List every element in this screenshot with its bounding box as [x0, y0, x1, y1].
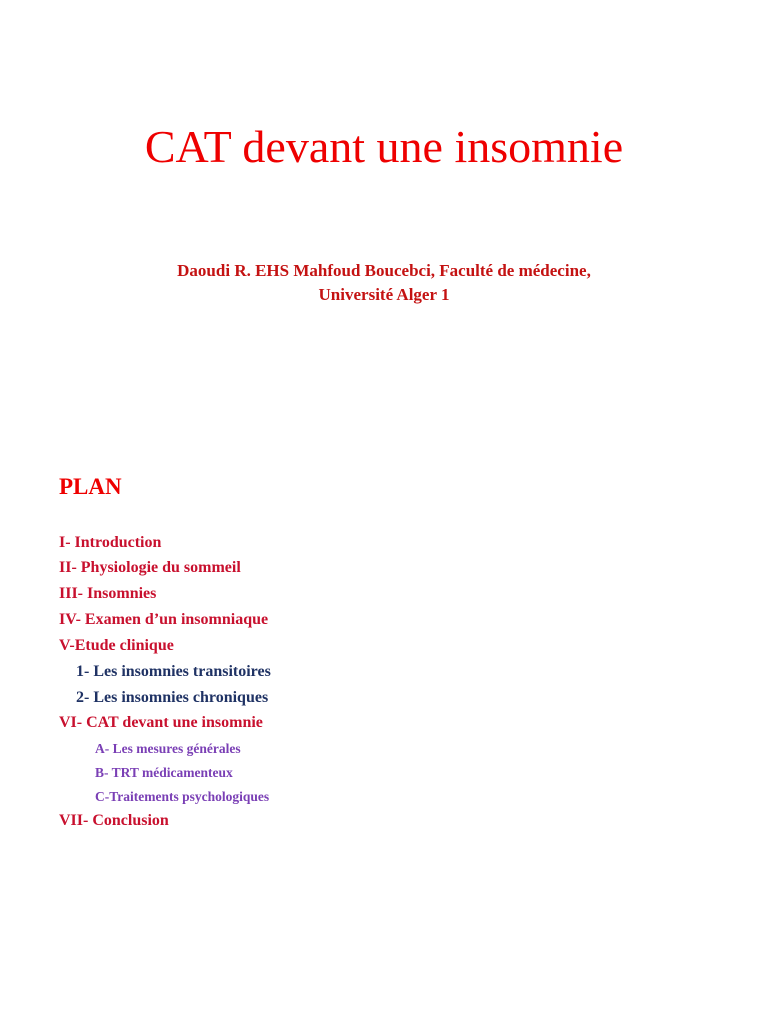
outline-item-physiologie: II- Physiologie du sommeil [59, 559, 241, 576]
outline-subitem-insomnies-transitoires: 1- Les insomnies transitoires [76, 663, 271, 680]
outline-subitem-traitements-psychologiques: C-Traitements psychologiques [95, 789, 270, 804]
outline-subitem-mesures-generales: A- Les mesures générales [95, 741, 241, 756]
author-line-2: Université Alger 1 [318, 285, 450, 304]
outline-item-conclusion: VII- Conclusion [59, 812, 169, 829]
outline-item-cat: VI- CAT devant une insomnie [59, 714, 263, 731]
outline-subitem-insomnies-chroniques: 2- Les insomnies chroniques [76, 689, 269, 706]
plan-heading: PLAN [59, 474, 122, 499]
outline-subitem-trt-medicamenteux: B- TRT médicamenteux [95, 765, 233, 780]
outline-item-insomnies: III- Insomnies [59, 585, 157, 602]
outline-item-introduction: I- Introduction [59, 534, 162, 551]
outline-item-etude-clinique: V-Etude clinique [59, 637, 174, 654]
author-affiliation [0, 259, 768, 307]
document-title: CAT devant une insomnie [144, 121, 624, 172]
author-line-1: Daoudi R. EHS Mahfoud Boucebci, Faculté de médecine, [177, 261, 591, 280]
outline-item-examen: IV- Examen d’un insomniaque [59, 611, 269, 628]
